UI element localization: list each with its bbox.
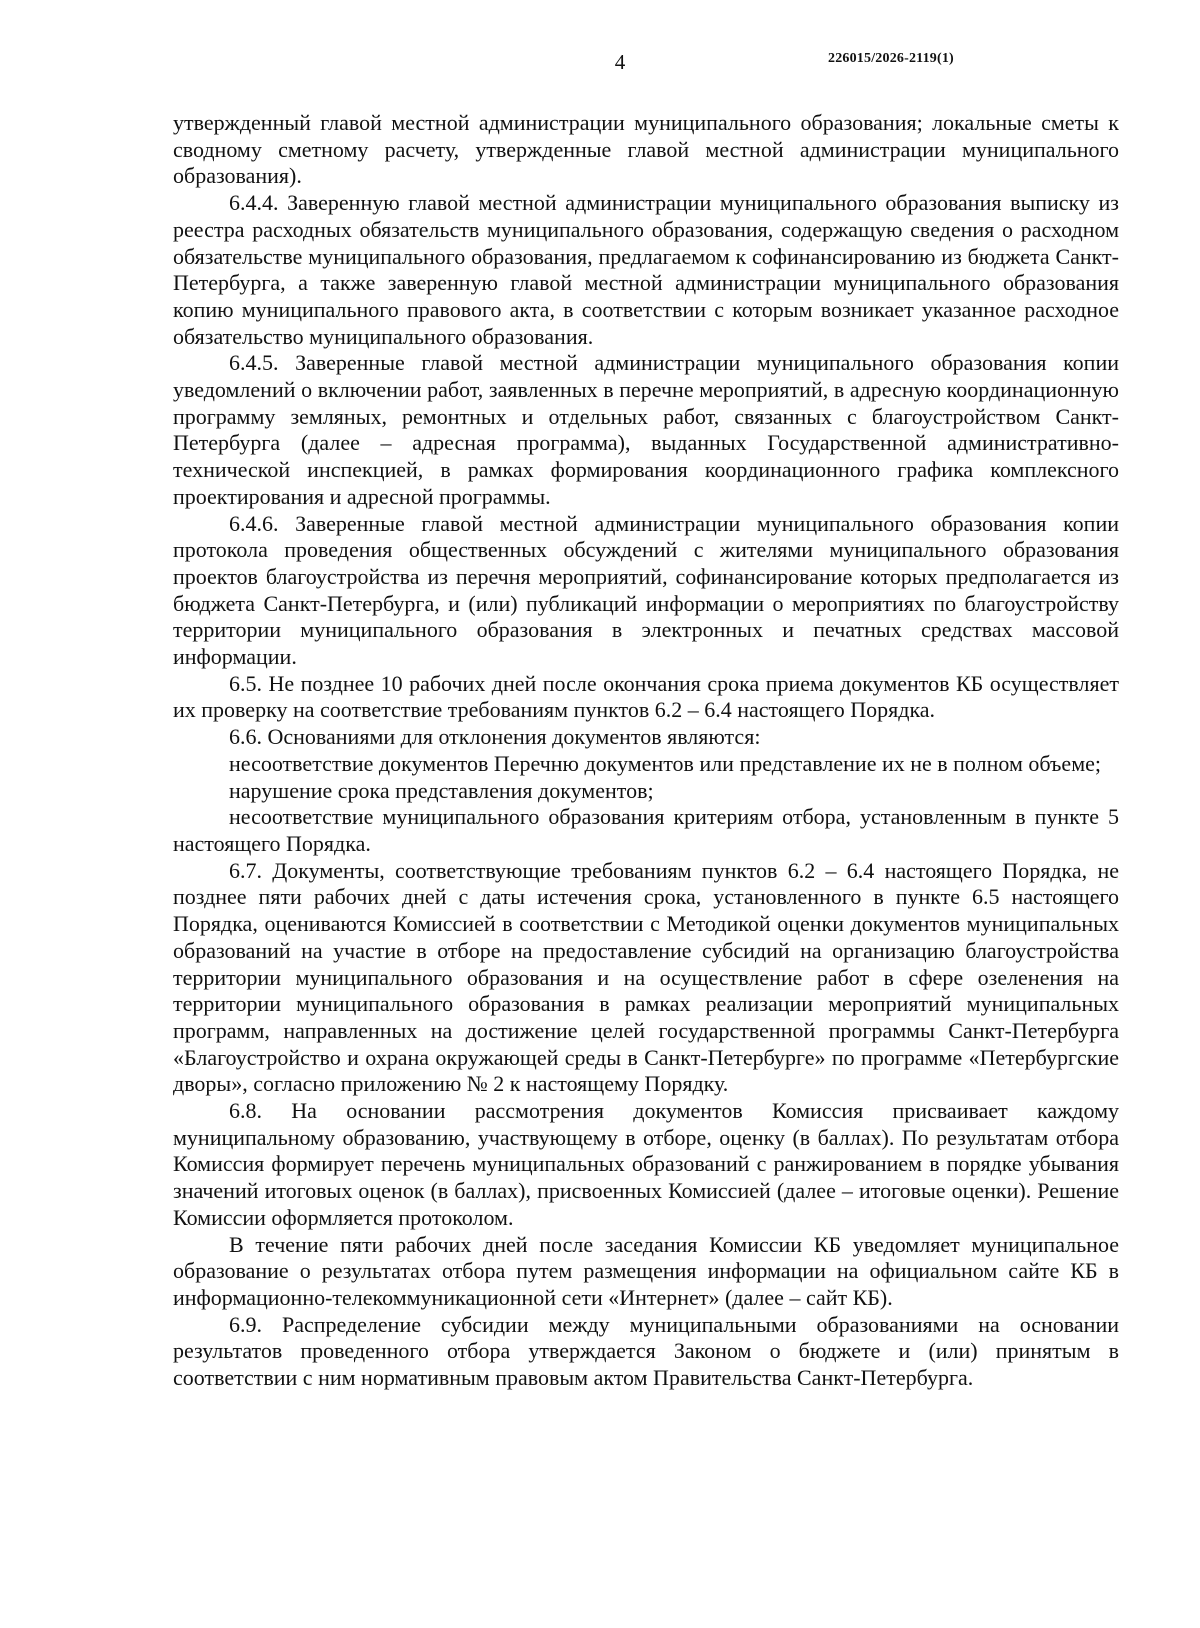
paragraph-6-6-item-2: нарушение срока представления документов; bbox=[229, 777, 654, 803]
paragraph-6-7: 6.7. Документы, соответствующие требованиям пунктов 6.2 – 6.4 настоящего Порядка, не позднее пяти рабочих дней с даты истечения срока, установленного в пункте 6.5 настоящего Порядка, оцениваются Комиссией в соответствии с Методикой оценки документов муниципальных образований на участие в отборе на предоставление субсидий на организацию благоустройства территории муниципального образования и на осуществление работ в сфере озеленения на территории муниципального образования в рамках реализации мероприятий муниципальных программ, направленных на достижение целей государственной программы Санкт-Петербурга «Благоустройство и охрана окружающей среды в Санкт-Петербурге» по программе «Петербургские дворы», согласно приложению № 2 к настоящему Порядку. bbox=[173, 857, 1119, 1097]
paragraph-6-8-notification: В течение пяти рабочих дней после заседания Комиссии КБ уведомляет муниципальное образование о результатах отбора путем размещения информации на официальном сайте КБ в информационно-телекоммуникационной сети «Интернет» (далее – сайт КБ). bbox=[173, 1231, 1119, 1310]
paragraph-continuation: утвержденный главой местной администрации муниципального образования; локальные сметы к сводному сметному расчету, утвержденные главой местной администрации муниципального образования). bbox=[173, 110, 1119, 189]
paragraph-6-4-4: 6.4.4. Заверенную главой местной администрации муниципального образования выписку из реестра расходных обязательств муниципального образования, содержащую сведения о расходном обязательстве муниципального образования, предлагаемом к софинансированию из бюджета Санкт-Петербурга, а также заверенную главой местной администрации муниципального образования копию муниципального правового акта, в соответствии с которым возникает указанное расходное обязательство муниципального образования. bbox=[173, 190, 1119, 349]
paragraph-6-9: 6.9. Распределение субсидии между муниципальными образованиями на основании результатов проведенного отбора утверждается Законом о бюджете и (или) принятым в соответствии с ним нормативным правовым актом Правительства Санкт-Петербурга. bbox=[173, 1311, 1119, 1391]
paragraph-6-4-6: 6.4.6. Заверенные главой местной администрации муниципального образования копии протокола проведения общественных обсуждений с жителями муниципального образования проектов благоустройства из перечня мероприятий, софинансирование которых предполагается из бюджета Санкт-Петербурга, и (или) публикаций информации о мероприятиях по благоустройству территории муниципального образования в электронных и печатных средствах массовой информации. bbox=[173, 510, 1119, 670]
paragraph-6-6: 6.6. Основаниями для отклонения документов являются: bbox=[229, 724, 761, 750]
document-number: 226015/2026-2119(1) bbox=[828, 51, 954, 66]
document-body bbox=[173, 110, 1119, 1392]
paragraph-6-4-5: 6.4.5. Заверенные главой местной администрации муниципального образования копии уведомлений о включении работ, заявленных в перечне мероприятий, в адресную координационную программу земляных, ремонтных и отдельных работ, связанных с благоустройством Санкт-Петербурга (далее – адресная программа), выданных Государственной административно-технической инспекцией, в рамках формирования координационного графика комплексного проектирования и адресной программы. bbox=[173, 350, 1119, 509]
paragraph-6-5: 6.5. Не позднее 10 рабочих дней после окончания срока приема документов КБ осуществляет их проверку на соответствие требованиям пунктов 6.2 – 6.4 настоящего Порядка. bbox=[173, 670, 1119, 723]
paragraph-6-6-item-3: несоответствие муниципального образования критериям отбора, установленным в пункте 5 настоящего Порядка. bbox=[173, 804, 1119, 856]
paragraph-6-8: 6.8. На основании рассмотрения документов Комиссия присваивает каждому муниципальному образованию, участвующему в отборе, оценку (в баллах). По результатам отбора Комиссия формирует перечень муниципальных образований с ранжированием в порядке убывания значений итоговых оценок (в баллах), присвоенных Комиссией (далее – итоговые оценки). Решение Комиссии оформляется протоколом. bbox=[173, 1098, 1119, 1230]
paragraph-6-6-item-1: несоответствие документов Перечню документов или представление их не в полном объеме; bbox=[229, 750, 1101, 776]
page-number: 4 bbox=[614, 50, 626, 74]
